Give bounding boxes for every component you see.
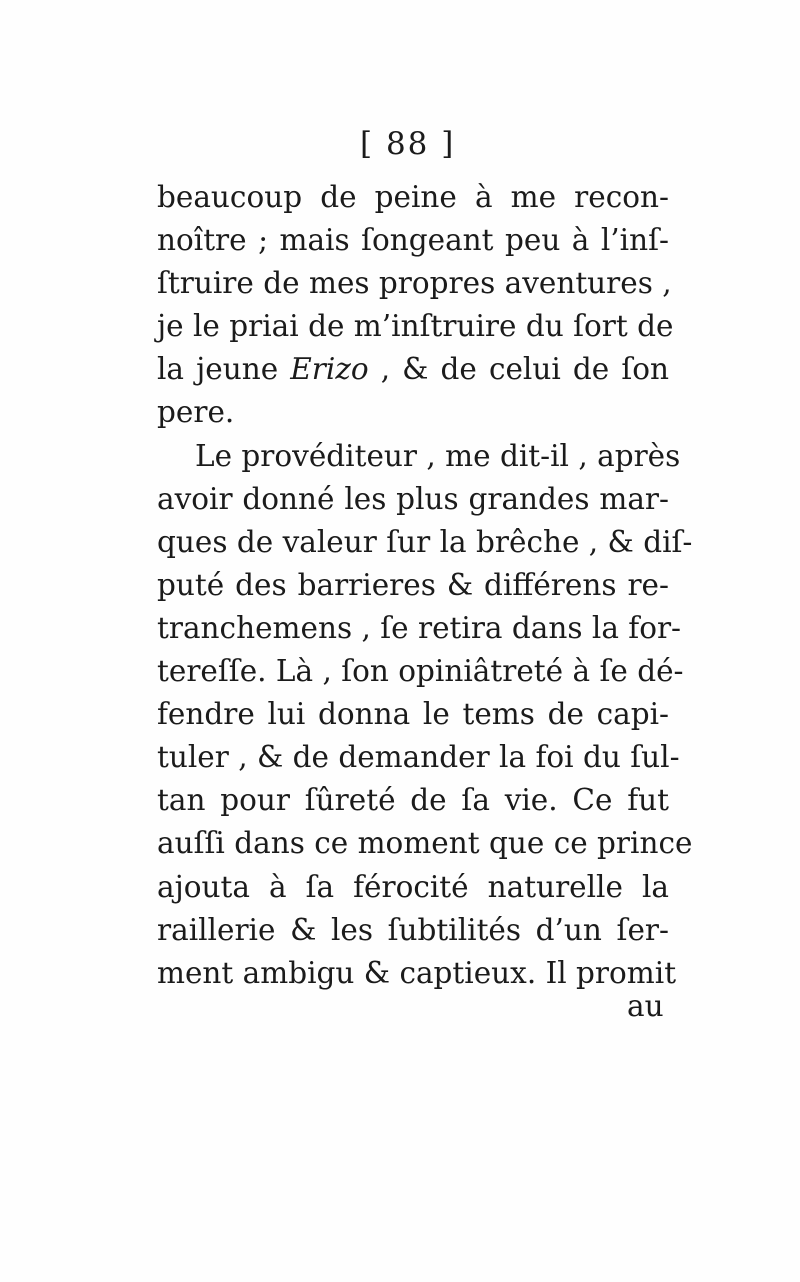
text-line: pere.	[157, 395, 235, 430]
text-line: raillerie & les ſubtilités d’un ſer-	[157, 912, 669, 947]
text-line: auſſi dans ce moment que ce prince	[157, 826, 693, 861]
text-line: noître ; mais ſongeant peu à l’inſ-	[157, 223, 669, 258]
text-line: tereſſe. Là , ſon opiniâtreté à ſe dé-	[157, 654, 684, 689]
text-line: tranchemens , ſe retira dans la for-	[157, 610, 682, 645]
text-line: je le priai de m’inſtruire du ſort de	[157, 309, 674, 344]
text-line: avoir donné les plus grandes mar-	[157, 481, 669, 516]
text-line: beaucoup de peine à me recon-	[157, 180, 669, 214]
text-line: ſtruire de mes propres aventures ,	[157, 266, 672, 301]
catchword: au	[627, 989, 664, 1023]
text-line: puté des barrieres & différens re-	[157, 567, 669, 602]
text-line-paragraph-start: Le provéditeur , me dit-il , après	[195, 438, 681, 473]
text-line: ajouta à ſa férocité naturelle la	[157, 869, 669, 904]
body-text	[157, 176, 693, 995]
text-line: tuler , & de demander la foi du ſul-	[157, 740, 680, 775]
page-number: [ 88 ]	[360, 126, 456, 162]
text-line: la jeune Erizo , & de celui de ſon	[157, 352, 669, 387]
text-line: tan pour ſûreté de ſa vie. Ce fut	[157, 783, 669, 818]
text-line: ques de valeur ſur la brêche , & diſ-	[157, 524, 693, 559]
italic-name: Erizo	[290, 352, 369, 387]
text-line: fendre lui donna le tems de capi-	[157, 697, 669, 732]
text-line: ment ambigu & captieux. Il promit	[157, 955, 677, 990]
